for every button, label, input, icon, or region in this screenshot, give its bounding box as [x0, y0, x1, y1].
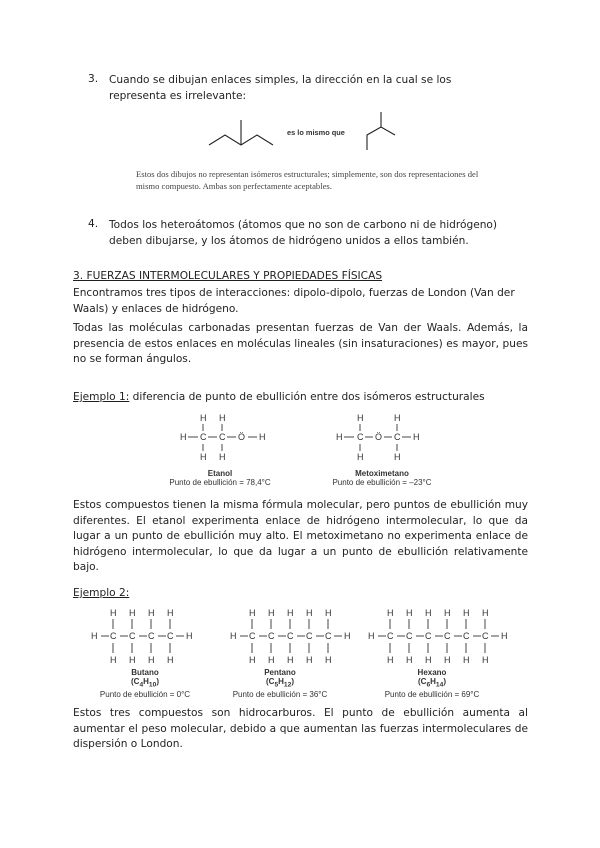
item3-text: Cuando se dibujan enlaces simples, la dirección en la cual se los representa es irrelevante: — [109, 74, 452, 102]
atom-h: H — [129, 655, 136, 665]
atom-h: H — [180, 432, 187, 442]
etanol-bp: Punto de ebullición = 78,4°C — [169, 478, 271, 487]
pentano-bp: Punto de ebullición = 36°C — [232, 689, 328, 699]
example2-label: Ejemplo 2: — [73, 587, 130, 599]
atom-h: H — [230, 631, 237, 641]
metoximetano-structure — [336, 413, 420, 462]
atom-c: C — [406, 631, 413, 641]
butano-label: Butano $(C_4H_{10})$ Punto de ebullición = 0°C — [99, 668, 191, 699]
section-paragraph-1: Encontramos tres tipos de interacciones: dipolo-dipolo, fuerzas de London (Van der Waals) y enlaces de hidrógeno. — [73, 287, 515, 315]
atom-c: C — [444, 631, 451, 641]
atom-c: C — [148, 631, 155, 641]
atom-h: H — [394, 413, 401, 423]
example2-paragraph: Estos tres compuestos son hidrocarburos. El punto de ebullición aumenta al aumentar el peso molecular, debido a que aumentan las fuerzas intermoleculares de dispersión o London. — [73, 707, 528, 751]
atom-h: H — [336, 432, 343, 442]
example1-structures — [170, 410, 440, 472]
atom-h: H — [287, 655, 294, 665]
atom-h: H — [406, 608, 413, 618]
atom-c: C — [219, 432, 226, 442]
atom-h: H — [186, 631, 193, 641]
atom-o: Ö — [238, 432, 246, 442]
atom-h: H — [148, 608, 155, 618]
atom-c: C — [482, 631, 489, 641]
atom-c: C — [200, 432, 207, 442]
atom-h: H — [463, 608, 470, 618]
atom-h: H — [268, 655, 275, 665]
section-paragraph-2: Todas las moléculas carbonadas presentan fuerzas de Van der Waals. Además, la presencia de estos enlaces en moléculas lineales (sin insaturaciones) es mayor, pues no se forman ángulos. — [73, 322, 528, 366]
atom-h: H — [482, 655, 489, 665]
metoximetano-bp: Punto de ebullición = –23°C — [332, 478, 432, 487]
atom-o: Ö — [375, 432, 383, 442]
atom-h: H — [357, 452, 364, 462]
atom-h: H — [425, 608, 432, 618]
pentano-name: Pentano — [264, 668, 296, 677]
atom-h: H — [91, 631, 98, 641]
etanol-name: Etanol — [207, 469, 233, 478]
section-heading: 3. FUERZAS INTERMOLECULARES Y PROPIEDADES FÍSICAS — [73, 270, 383, 282]
atom-h: H — [387, 655, 394, 665]
atom-h: H — [387, 608, 394, 618]
metoximetano-name: Metoximetano — [355, 469, 409, 478]
hexano-name: Hexano — [417, 668, 447, 677]
atom-c: C — [463, 631, 470, 641]
atom-h: H — [344, 631, 351, 641]
atom-h: H — [482, 608, 489, 618]
alkane-structures — [85, 603, 515, 671]
hexano-bp: Punto de ebullición = 69°C — [384, 689, 480, 699]
atom-c: C — [249, 631, 256, 641]
atom-h: H — [406, 655, 413, 665]
example1-heading — [73, 390, 485, 406]
butano-bp: Punto de ebullición = 0°C — [99, 689, 191, 699]
atom-h: H — [200, 452, 207, 462]
atom-h: H — [463, 655, 470, 665]
atom-h: H — [368, 631, 375, 641]
atom-h: H — [259, 432, 266, 442]
butano-name: Butano — [131, 668, 159, 677]
atom-c: C — [306, 631, 313, 641]
atom-h: H — [268, 608, 275, 618]
atom-c: C — [425, 631, 432, 641]
atom-h: H — [167, 608, 174, 618]
atom-c: C — [167, 631, 174, 641]
atom-h: H — [110, 655, 117, 665]
ethanol-structure — [180, 413, 266, 462]
list-number-3: 3. — [88, 73, 99, 85]
atom-h: H — [200, 413, 207, 423]
metoximetano-label — [322, 469, 442, 487]
example1-label: Ejemplo 1: — [73, 391, 130, 403]
list-number-4: 4. — [88, 218, 99, 230]
atom-h: H — [325, 608, 332, 618]
pentano-label: Pentano $(C_5H_{12})$ Punto de ebullición = 36°C — [232, 668, 328, 699]
figure-caption: Estos dos dibujos no representan isómeros estructurales; simplemente, son dos representaciones del mismo compuesto. Ambas son perfectamente aceptables. — [136, 169, 479, 191]
atom-h: H — [413, 432, 420, 442]
atom-h: H — [325, 655, 332, 665]
atom-c: C — [387, 631, 394, 641]
atom-h: H — [148, 655, 155, 665]
atom-h: H — [306, 655, 313, 665]
etanol-label — [160, 469, 280, 487]
atom-h: H — [110, 608, 117, 618]
atom-h: H — [357, 413, 364, 423]
atom-h: H — [501, 631, 508, 641]
atom-h: H — [287, 608, 294, 618]
item4-text: Todos los heteroátomos (átomos que no son de carbono ni de hidrógeno) deben dibujarse, y los átomos de hidrógeno unidos a ellos también. — [109, 219, 498, 247]
example1-paragraph: Estos compuestos tienen la misma fórmula molecular, pero puntos de ebullición muy diferentes. El etanol experimenta enlace de hidrógeno intermolecular, lo que da lugar a un punto de ebullición muy alto. El metoximetano no experimenta enlace de hidrógeno intermolecular, lo que da lugar a un punto de ebullición relativamente bajo. — [73, 499, 528, 574]
atom-h: H — [129, 608, 136, 618]
atom-c: C — [287, 631, 294, 641]
atom-h: H — [444, 608, 451, 618]
atom-h: H — [394, 452, 401, 462]
hexano-label: Hexano $(C_6H_{14})$ Punto de ebullición = 69°C — [384, 668, 480, 699]
atom-h: H — [249, 655, 256, 665]
atom-h: H — [167, 655, 174, 665]
atom-h: H — [219, 413, 226, 423]
example1-desc: diferencia de punto de ebullición entre dos isómeros estructurales — [129, 391, 485, 403]
atom-c: C — [325, 631, 332, 641]
atom-h: H — [249, 608, 256, 618]
atom-c: C — [357, 432, 364, 442]
atom-c: C — [110, 631, 117, 641]
same-as-label: es lo mismo que — [287, 128, 345, 137]
atom-h: H — [425, 655, 432, 665]
atom-h: H — [444, 655, 451, 665]
atom-c: C — [129, 631, 136, 641]
atom-h: H — [219, 452, 226, 462]
atom-c: C — [268, 631, 275, 641]
atom-c: C — [394, 432, 401, 442]
skeletal-chain-2 — [367, 127, 395, 150]
atom-h: H — [306, 608, 313, 618]
